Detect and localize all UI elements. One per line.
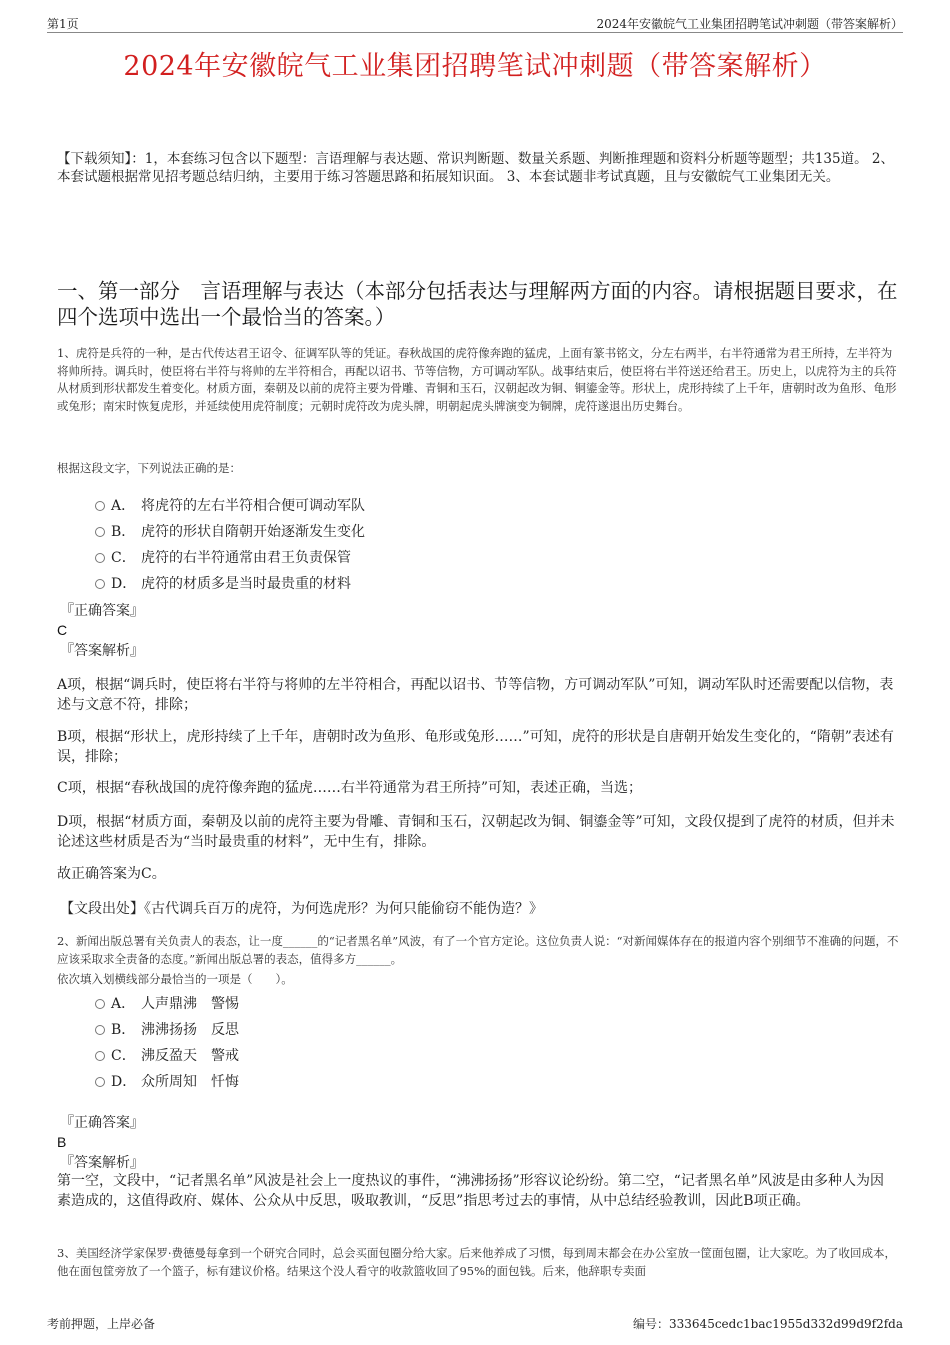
q1-question: 根据这段文字，下列说法正确的是： <box>57 461 241 475</box>
radio-icon[interactable] <box>95 1051 105 1061</box>
q2-question: 依次填入划横线部分最恰当的一项是（ ）。 <box>57 972 293 986</box>
q1-passage: 1、虎符是兵符的一种，是古代传达君王诏令、征调军队等的凭证。春秋战国的虎符像奔跑的猛虎，上面有篆书铭文，分左右两半，右半符通常为君王所持，左半符为将帅所持。调兵时，使臣将右半符与将帅的左半符相合，再配以诏书、节等信物，方可调动军队。战事结束后，使臣将右半符送还给君王。历史上，以虎符为主的兵符从材质到形状都发生着变化。材质方面，秦朝及以前的虎符主要为骨雕、青铜和玉石，汉朝起改为铜、铜鎏金等。形状上，虎形持续了上千年，唐朝时改为鱼形、龟形或兔形；南宋时恢复虎形，并延续使用虎符制度；元朝时虎符改为虎头牌，明朝起虎头牌演变为铜牌，虎符遂退出历史舞台。 <box>57 346 897 413</box>
q2-analysis: 第一空，文段中，“记者黑名单”风波是社会上一度热议的事件，“沸沸扬扬”形容议论纷纷。第二空，“记者黑名单”风波是由多种人为因素造成的，这值得政府、媒体、公众从中反思，吸取教训，“反思”指思考过去的事情，从中总结经验教训，因此B项正确。 <box>57 1173 884 1209</box>
q1-option-b[interactable]: B． 虎符的形状自隋朝开始逐渐发生变化 <box>95 519 695 545</box>
q1-analysis-d: D项，根据“材质方面，秦朝及以前的虎符主要为骨雕、青铜和玉石，汉朝起改为铜、铜鎏金等”可知，文段仅提到了虎符的材质，但并未论述这些材质是否为“当时最贵重的材料”，无中生有，排除。 <box>57 814 895 850</box>
section-heading: 一、第一部分 言语理解与表达（本部分包括表达与理解两方面的内容。请根据题目要求，在四个选项中选出一个最恰当的答案。） <box>57 279 898 329</box>
radio-icon[interactable] <box>95 579 105 589</box>
q1-conclusion: 故正确答案为C。 <box>57 866 166 882</box>
q1-answer: C <box>57 622 68 638</box>
radio-icon[interactable] <box>95 553 105 563</box>
q2-option-b[interactable]: B． 沸沸扬扬 反思 <box>95 1017 695 1043</box>
radio-icon[interactable] <box>95 1077 105 1087</box>
header-doc-title: 2024年安徽皖气工业集团招聘笔试冲刺题（带答案解析） <box>596 17 903 31</box>
radio-icon[interactable] <box>95 527 105 537</box>
q1-analysis-tag: 『答案解析』 <box>60 643 144 659</box>
download-notice: 【下载须知】：1，本套练习包含以下题型：言语理解与表达题、常识判断题、数量关系题、判断推理题和资料分析题等题型；共135道。 2、本套试题根据常见招考题总结归纳，主要用于练习答题思路和拓展知识面。 3、本套试题非考试真题，且与安徽皖气工业集团无关。 <box>57 151 894 185</box>
q1-analysis-a: A项，根据“调兵时，使臣将右半符与将帅的左半符相合，再配以诏书、节等信物，方可调动军队”可知，调动军队时还需要配以信物，表述与文意不符，排除； <box>57 677 894 713</box>
radio-icon[interactable] <box>95 501 105 511</box>
footer-slogan: 考前押题，上岸必备 <box>47 1317 156 1331</box>
q1-analysis-c: C项，根据“春秋战国的虎符像奔跑的猛虎……右半符通常为君王所持”可知，表述正确，当选； <box>57 780 643 796</box>
footer-doc-id: 编号：333645cedc1bac1955d332d99d9f2fda <box>633 1317 903 1331</box>
q2-option-d[interactable]: D． 众所周知 忏悔 <box>95 1069 695 1095</box>
q1-option-c[interactable]: C． 虎符的右半符通常由君王负责保管 <box>95 545 695 571</box>
q2-analysis-tag: 『答案解析』 <box>60 1155 144 1171</box>
page-number: 第1页 <box>47 17 79 31</box>
q2-passage: 2、新闻出版总署有关负责人的表态，让一度______的“记者黑名单”风波，有了一个官方定论。这位负责人说：“对新闻媒体存在的报道内容个别细节不准确的问题，不应该采取求全责备的态度。”新闻出版总署的表态，值得多方______。 <box>57 934 899 966</box>
page-title: 2024年安徽皖气工业集团招聘笔试冲刺题（带答案解析） <box>123 51 827 82</box>
q2-answer-tag: 『正确答案』 <box>60 1115 144 1131</box>
q1-options <box>95 493 695 597</box>
q1-analysis-b: B项，根据“形状上，虎形持续了上千年，唐朝时改为鱼形、龟形或兔形……”可知，虎符的形状是自唐朝开始发生变化的，“隋朝”表述有误，排除； <box>57 729 894 765</box>
page-header <box>47 10 903 33</box>
q2-option-a[interactable]: A． 人声鼎沸 警惕 <box>95 991 695 1017</box>
q1-source: 【文段出处】《古代调兵百万的虎符，为何选虎形？为何只能偷窃不能伪造？》 <box>60 901 543 917</box>
q1-option-a[interactable]: A． 将虎符的左右半符相合便可调动军队 <box>95 493 695 519</box>
q1-option-d[interactable]: D． 虎符的材质多是当时最贵重的材料 <box>95 571 695 597</box>
q2-options <box>95 991 695 1095</box>
radio-icon[interactable] <box>95 1025 105 1035</box>
q2-option-c[interactable]: C． 沸反盈天 警戒 <box>95 1043 695 1069</box>
q1-answer-tag: 『正确答案』 <box>60 603 144 619</box>
q2-answer: B <box>57 1134 67 1150</box>
radio-icon[interactable] <box>95 999 105 1009</box>
q3-passage: 3、美国经济学家保罗·费德曼每拿到一个研究合同时，总会买面包圈分给大家。后来他养成了习惯，每到周末都会在办公室放一筐面包圈，让大家吃。为了收回成本，他在面包筐旁放了一个篮子，标有建议价格。结果这个没人看守的收款篮收回了95%的面包钱。后来，他辞职专卖面 <box>57 1246 896 1278</box>
